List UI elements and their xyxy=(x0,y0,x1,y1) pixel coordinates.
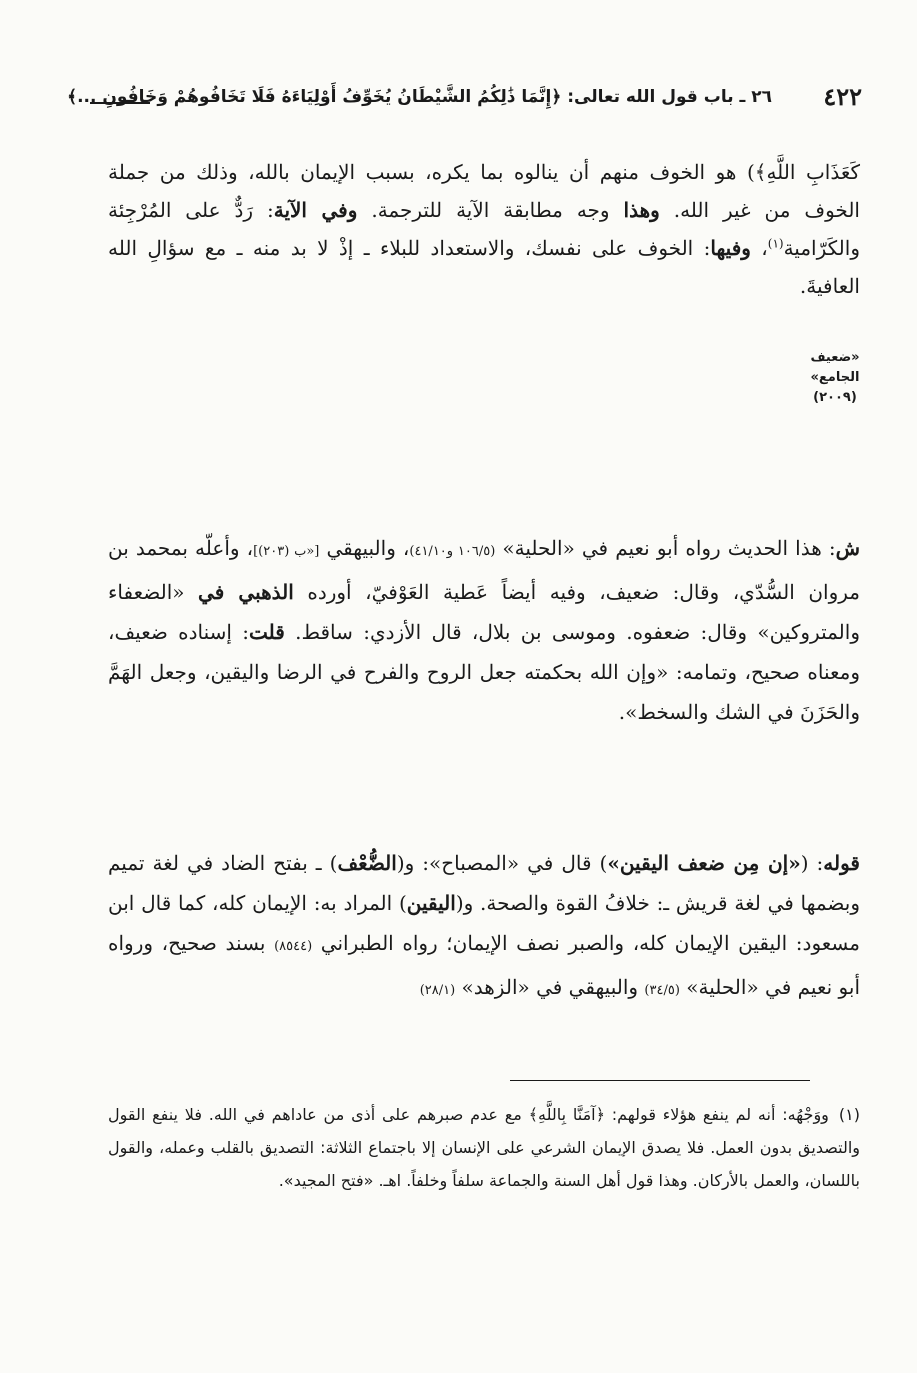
text-run: والبيهقي في «الزهد» xyxy=(455,975,645,999)
footnote-separator xyxy=(510,1080,810,1081)
reference-numbers: (٢٨/١) xyxy=(419,983,456,998)
running-title: ٢٦ ـ باب قول الله تعالى: ﴿إِنَّمَا ذَٰلِكُمُ الشَّيْطَانُ يُخَوِّفُ أَوْلِيَاءَهُ فَلَا تَخَافُوهُمْ وَخَافُونِ ...﴾ xyxy=(67,87,772,107)
text-run: ) قال في «المصباح»: و( xyxy=(396,851,608,875)
page-header xyxy=(67,82,862,122)
margin-note-line: الجامع» xyxy=(810,370,860,385)
reference-numbers: (٨٥٤٤) xyxy=(274,939,313,954)
text-run: : هذا الحديث رواه أبو نعيم في «الحلية» xyxy=(495,536,836,560)
bold-term: وهذا xyxy=(623,198,660,222)
page-number: ٤٢٢ xyxy=(823,82,862,111)
bold-term: وفي الآية xyxy=(273,198,358,222)
text-run: وجه مطابقة الآية للترجمة. xyxy=(357,198,624,222)
reference-numbers: (٣٤/٥) xyxy=(644,983,680,998)
bold-term: الضُّعْف xyxy=(337,851,397,875)
footnote-text: ووَجْهُه: أنه لم ينفع هؤلاء قولهم: ﴿آمَنَّا بِاللَّهِ﴾ مع عدم صبرهم على أذى من عاداهم في الله. فلا ينفع القول والتصديق بدون العمل. فلا يصدق الإيمان الشرعي على الإنسان إلا باجتماع الثلاثة: التصديق بالقلب وعمله، والقول باللسان، والعمل بالأركان. وهذا قول أهل السنة والجماعة سلفاً وخلفاً. اهـ. «فتح المجيد». xyxy=(108,1105,860,1190)
reference-numbers: (١٠٦/٥ و٤١/١٠) xyxy=(409,544,496,559)
text-run: : ( xyxy=(800,851,824,875)
explanation-paragraph xyxy=(108,528,860,732)
footnote-number: (١) xyxy=(838,1105,860,1124)
margin-note-line: «ضعيف xyxy=(810,350,860,365)
text-run: : إسناده ضعيف، ومعناه صحيح، وتمامه: «وإن الله بحكمته جعل الروح والفرح في الرضا واليقين، وجعل الهَمَّ والحَزَنَ في الشك والسخط». xyxy=(108,620,860,724)
text-run: : رَدٌّ على المُرْجِئة والكَرّامية xyxy=(108,198,860,260)
bold-term: اليقين xyxy=(406,891,456,915)
footnote-marker: (١) xyxy=(767,236,784,251)
text-run: : الخوف على نفسك، والاستعداد للبلاء ـ إذْ لا بد منه ـ مع سؤالِ الله العافيةَ. xyxy=(108,236,860,298)
text-run: كَعَذَابِ اللَّهِ﴾) هو الخوف منهم أن ينالوه بما يكره، بسبب الإيمان بالله، وذلك من جملة الخوف من غير الله. xyxy=(108,160,860,222)
margin-note-line: (٢٠٠٩) xyxy=(813,390,857,405)
text-run: ، وأعلّه بمحمد بن مروان السُّدّي، وقال: ضعيف، وفيه أيضاً عَطية العَوْفيّ، أورده xyxy=(108,536,860,604)
bold-term: قلت xyxy=(249,620,285,644)
margin-grading-note xyxy=(805,348,865,408)
reference-numbers: [«ب (٢٠٣)] xyxy=(253,544,320,559)
text-run: «الضعفاء والمتروكين» وقال: ضعفوه. وموسى بن بلال، قال الأزدي: ساقط. xyxy=(108,580,860,644)
bold-term: «إن مِن ضعف اليقين» xyxy=(607,851,801,875)
footnote xyxy=(108,1098,860,1197)
text-run: بسند صحيح، ورواه أبو نعيم في «الحلية» xyxy=(108,931,860,999)
text-run: ) ـ بفتح الضاد في لغة تميم وبضمها في لغة قريش ـ: خلافُ القوة والصحة. و( xyxy=(108,851,861,915)
commentary-paragraph-1 xyxy=(108,153,860,305)
bold-term: ش xyxy=(835,536,860,560)
text-run: ، والبيهقي xyxy=(319,536,410,560)
header-rule xyxy=(90,102,150,104)
commentary-paragraph-2 xyxy=(108,843,860,1011)
text-run: ) المراد به: الإيمان كله، كما قال ابن مسعود: اليقين الإيمان كله، والصبر نصف الإيمان؛ رواه الطبراني xyxy=(108,891,860,955)
text-run: ، xyxy=(750,236,768,260)
bold-term: وفيها xyxy=(710,236,751,260)
bold-term: الذهبي في xyxy=(198,580,294,604)
bold-term: قوله xyxy=(823,851,860,875)
